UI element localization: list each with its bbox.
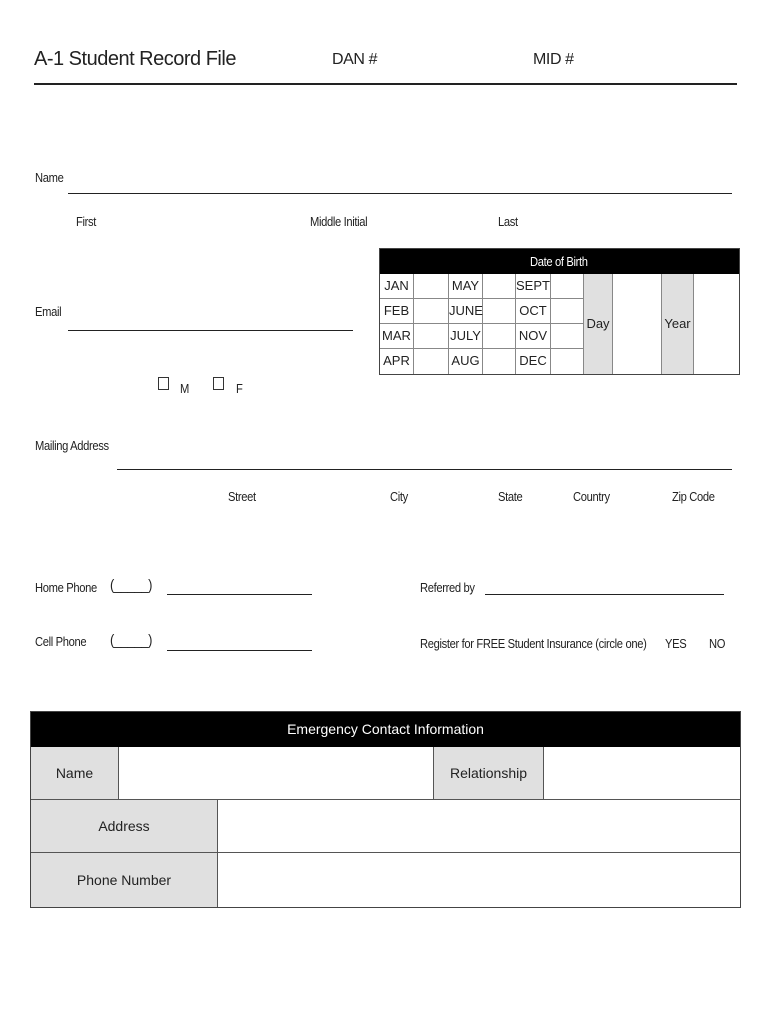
month-mar[interactable]: MAR: [380, 324, 414, 349]
relationship-label: Relationship: [434, 747, 544, 800]
month-nov[interactable]: NOV: [516, 324, 551, 349]
header-rule: [34, 83, 737, 85]
month-mar-box[interactable]: [414, 324, 449, 349]
mid-label: MID #: [533, 51, 574, 68]
month-apr-box[interactable]: [414, 349, 449, 374]
mailing-address-label: Mailing Address: [35, 438, 109, 453]
month-nov-box[interactable]: [551, 324, 584, 349]
month-june[interactable]: JUNE: [449, 299, 483, 324]
month-oct-box[interactable]: [551, 299, 584, 324]
dan-label: DAN #: [332, 51, 378, 68]
emergency-contact-table: [30, 711, 741, 908]
month-may[interactable]: MAY: [449, 274, 483, 299]
emergency-address-field[interactable]: [218, 800, 740, 853]
street-caption: Street: [228, 489, 256, 504]
name-field[interactable]: [68, 193, 732, 194]
emergency-title: Emergency Contact Information: [287, 721, 484, 737]
month-aug[interactable]: AUG: [449, 349, 483, 374]
email-label: Email: [35, 304, 62, 319]
female-checkbox[interactable]: [213, 377, 224, 390]
day-label: Day: [584, 274, 613, 374]
name-last-caption: Last: [498, 214, 518, 229]
name-middle-caption: Middle Initial: [310, 214, 368, 229]
relationship-field[interactable]: [544, 747, 740, 800]
dob-title: Date of Birth: [530, 254, 588, 269]
year-field[interactable]: [694, 274, 739, 374]
home-phone-field[interactable]: [167, 594, 312, 595]
dob-header: [380, 249, 739, 274]
mailing-address-field[interactable]: [117, 469, 732, 470]
form-title: A-1 Student Record File: [34, 48, 236, 70]
city-caption: City: [390, 489, 408, 504]
month-sept-box[interactable]: [551, 274, 584, 299]
name-label: Name: [35, 170, 64, 185]
month-jan[interactable]: JAN: [380, 274, 414, 299]
referred-by-label: Referred by: [420, 580, 475, 595]
month-jan-box[interactable]: [414, 274, 449, 299]
day-field[interactable]: [613, 274, 662, 374]
cell-phone-field[interactable]: [167, 650, 312, 651]
insurance-no-option[interactable]: NO: [709, 636, 726, 651]
month-oct[interactable]: OCT: [516, 299, 551, 324]
home-phone-label: Home Phone: [35, 580, 97, 595]
male-checkbox[interactable]: [158, 377, 169, 390]
cell-phone-area-code[interactable]: (_____): [110, 632, 153, 649]
emergency-phone-label: Phone Number: [31, 853, 218, 907]
month-sept[interactable]: SEPT: [516, 274, 551, 299]
month-may-box[interactable]: [483, 274, 516, 299]
emergency-address-label: Address: [31, 800, 218, 853]
month-aug-box[interactable]: [483, 349, 516, 374]
month-dec[interactable]: DEC: [516, 349, 551, 374]
state-caption: State: [498, 489, 523, 504]
male-label: M: [180, 381, 189, 396]
month-july[interactable]: JULY: [449, 324, 483, 349]
emergency-header: [31, 712, 740, 747]
referred-by-field[interactable]: [485, 594, 724, 595]
month-apr[interactable]: APR: [380, 349, 414, 374]
female-label: F: [236, 381, 243, 396]
home-phone-area-code[interactable]: (_____): [110, 577, 153, 594]
date-of-birth-table: [379, 248, 740, 375]
month-july-box[interactable]: [483, 324, 516, 349]
emergency-phone-field[interactable]: [218, 853, 740, 907]
month-june-box[interactable]: [483, 299, 516, 324]
month-feb-box[interactable]: [414, 299, 449, 324]
zip-code-caption: Zip Code: [672, 489, 715, 504]
emergency-name-label: Name: [31, 747, 119, 800]
name-first-caption: First: [76, 214, 97, 229]
country-caption: Country: [573, 489, 610, 504]
month-feb[interactable]: FEB: [380, 299, 414, 324]
emergency-name-field[interactable]: [119, 747, 434, 800]
insurance-yes-option[interactable]: YES: [665, 636, 687, 651]
cell-phone-label: Cell Phone: [35, 634, 87, 649]
insurance-label: Register for FREE Student Insurance (circle one): [420, 636, 647, 651]
year-label: Year: [662, 274, 694, 374]
email-field[interactable]: [68, 330, 353, 331]
month-dec-box[interactable]: [551, 349, 584, 374]
